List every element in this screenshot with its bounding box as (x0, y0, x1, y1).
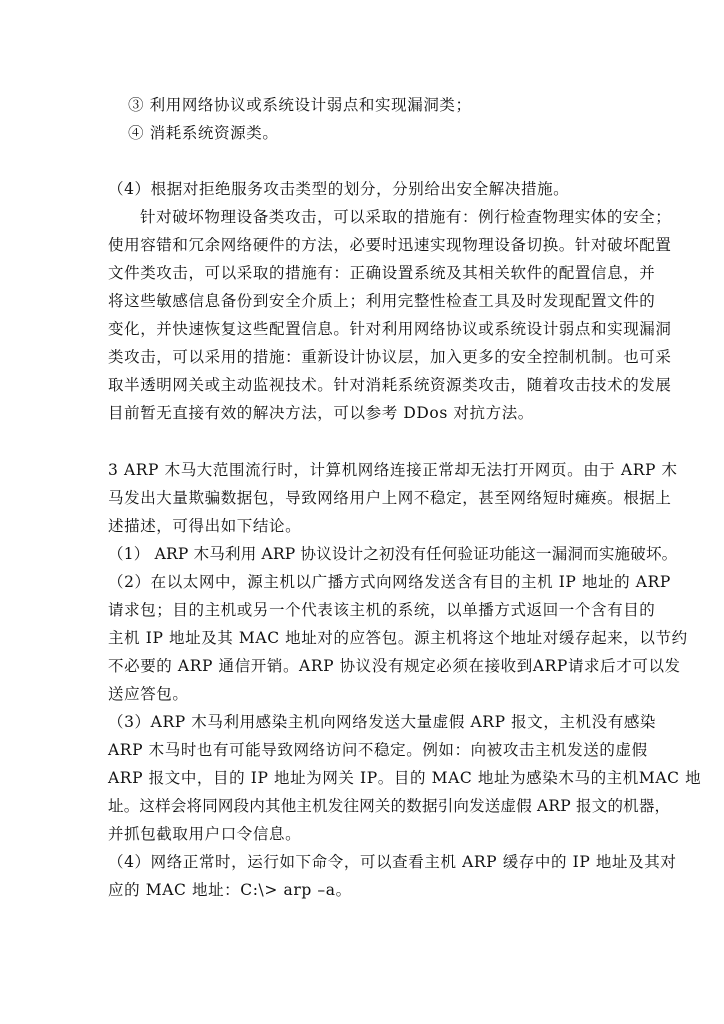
question3-intro-line: 马发出大量欺骗数据包，导致网络用户上网不稳定，甚至网络短时瘫痪。根据上 (108, 489, 672, 507)
conclusion-item-3-line: 并抓包截取用户口令信息。 (108, 825, 302, 843)
conclusion-item-1: （1） ARP 木马利用 ARP 协议设计之初没有任何验证功能这一漏洞而实施破坏。 (108, 545, 678, 563)
list-item-4: ④ 消耗系统资源类。 (128, 124, 279, 142)
question3-intro-line: 述描述，可得出如下结论。 (108, 517, 302, 535)
conclusion-item-2-line: 送应答包。 (108, 685, 189, 703)
conclusion-item-2-line: 主机 IP 地址及其 MAC 地址对的应答包。源主机将这个地址对缓存起来，以节约 (108, 629, 688, 647)
conclusion-item-4-line: 应的 MAC 地址：C:\> arp –a。 (108, 881, 352, 899)
list-item-3: ③ 利用网络协议或系统设计弱点和实现漏洞类； (128, 96, 472, 114)
paragraph-line: 目前暂无直接有效的解决方法，可以参考 DDos 对抗方法。 (108, 404, 534, 422)
section4-heading: （4）根据对拒绝服务攻击类型的划分，分别给出安全解决措施。 (108, 180, 570, 198)
conclusion-item-2-line: 不必要的 ARP 通信开销。ARP 协议没有规定必须在接收到ARP请求后才可以发 (108, 657, 681, 675)
paragraph-line: 文件类攻击，可以采取的措施有：正确设置系统及其相关软件的配置信息，并 (108, 264, 656, 282)
paragraph-line: 变化，并快速恢复这些配置信息。针对利用网络协议或系统设计弱点和实现漏洞 (108, 320, 672, 338)
conclusion-item-3-line: 址。这样会将同网段内其他主机发往网关的数据引向发送虚假 ARP 报文的机器， (108, 797, 671, 815)
paragraph-line: 将这些敏感信息备份到安全介质上；利用完整性检查工具及时发现配置文件的 (108, 292, 656, 310)
paragraph-line: 取半透明网关或主动监视技术。针对消耗系统资源类攻击，随着攻击技术的发展 (108, 376, 672, 394)
conclusion-item-2-line: （2）在以太网中，源主机以广播方式向网络发送含有目的主机 IP 地址的 ARP (108, 573, 671, 591)
conclusion-item-3-line: （3）ARP 木马利用感染主机向网络发送大量虚假 ARP 报文，主机没有感染 (108, 713, 657, 731)
paragraph-line: 针对破坏物理设备类攻击，可以采取的措施有：例行检查物理实体的安全； (140, 208, 672, 226)
conclusion-item-4-line: （4）网络正常时，运行如下命令，可以查看主机 ARP 缓存中的 IP 地址及其对 (108, 853, 677, 871)
question3-intro-line: 3 ARP 木马大范围流行时，计算机网络连接正常却无法打开网页。由于 ARP 木 (108, 461, 678, 479)
paragraph-line: 使用容错和冗余网络硬件的方法，必要时迅速实现物理设备切换。针对破坏配置 (108, 236, 672, 254)
conclusion-item-3-line: ARP 报文中，目的 IP 地址为网关 IP。目的 MAC 地址为感染木马的主机MAC 地 (108, 769, 702, 787)
conclusion-item-2-line: 请求包；目的主机或另一个代表该主机的系统，以单播方式返回一个含有目的 (108, 601, 656, 619)
paragraph-line: 类攻击，可以采用的措施：重新设计协议层，加入更多的安全控制机制。也可采 (108, 348, 672, 366)
conclusion-item-3-line: ARP 木马时也有可能导致网络访问不稳定。例如：向被攻击主机发送的虚假 (108, 741, 648, 759)
